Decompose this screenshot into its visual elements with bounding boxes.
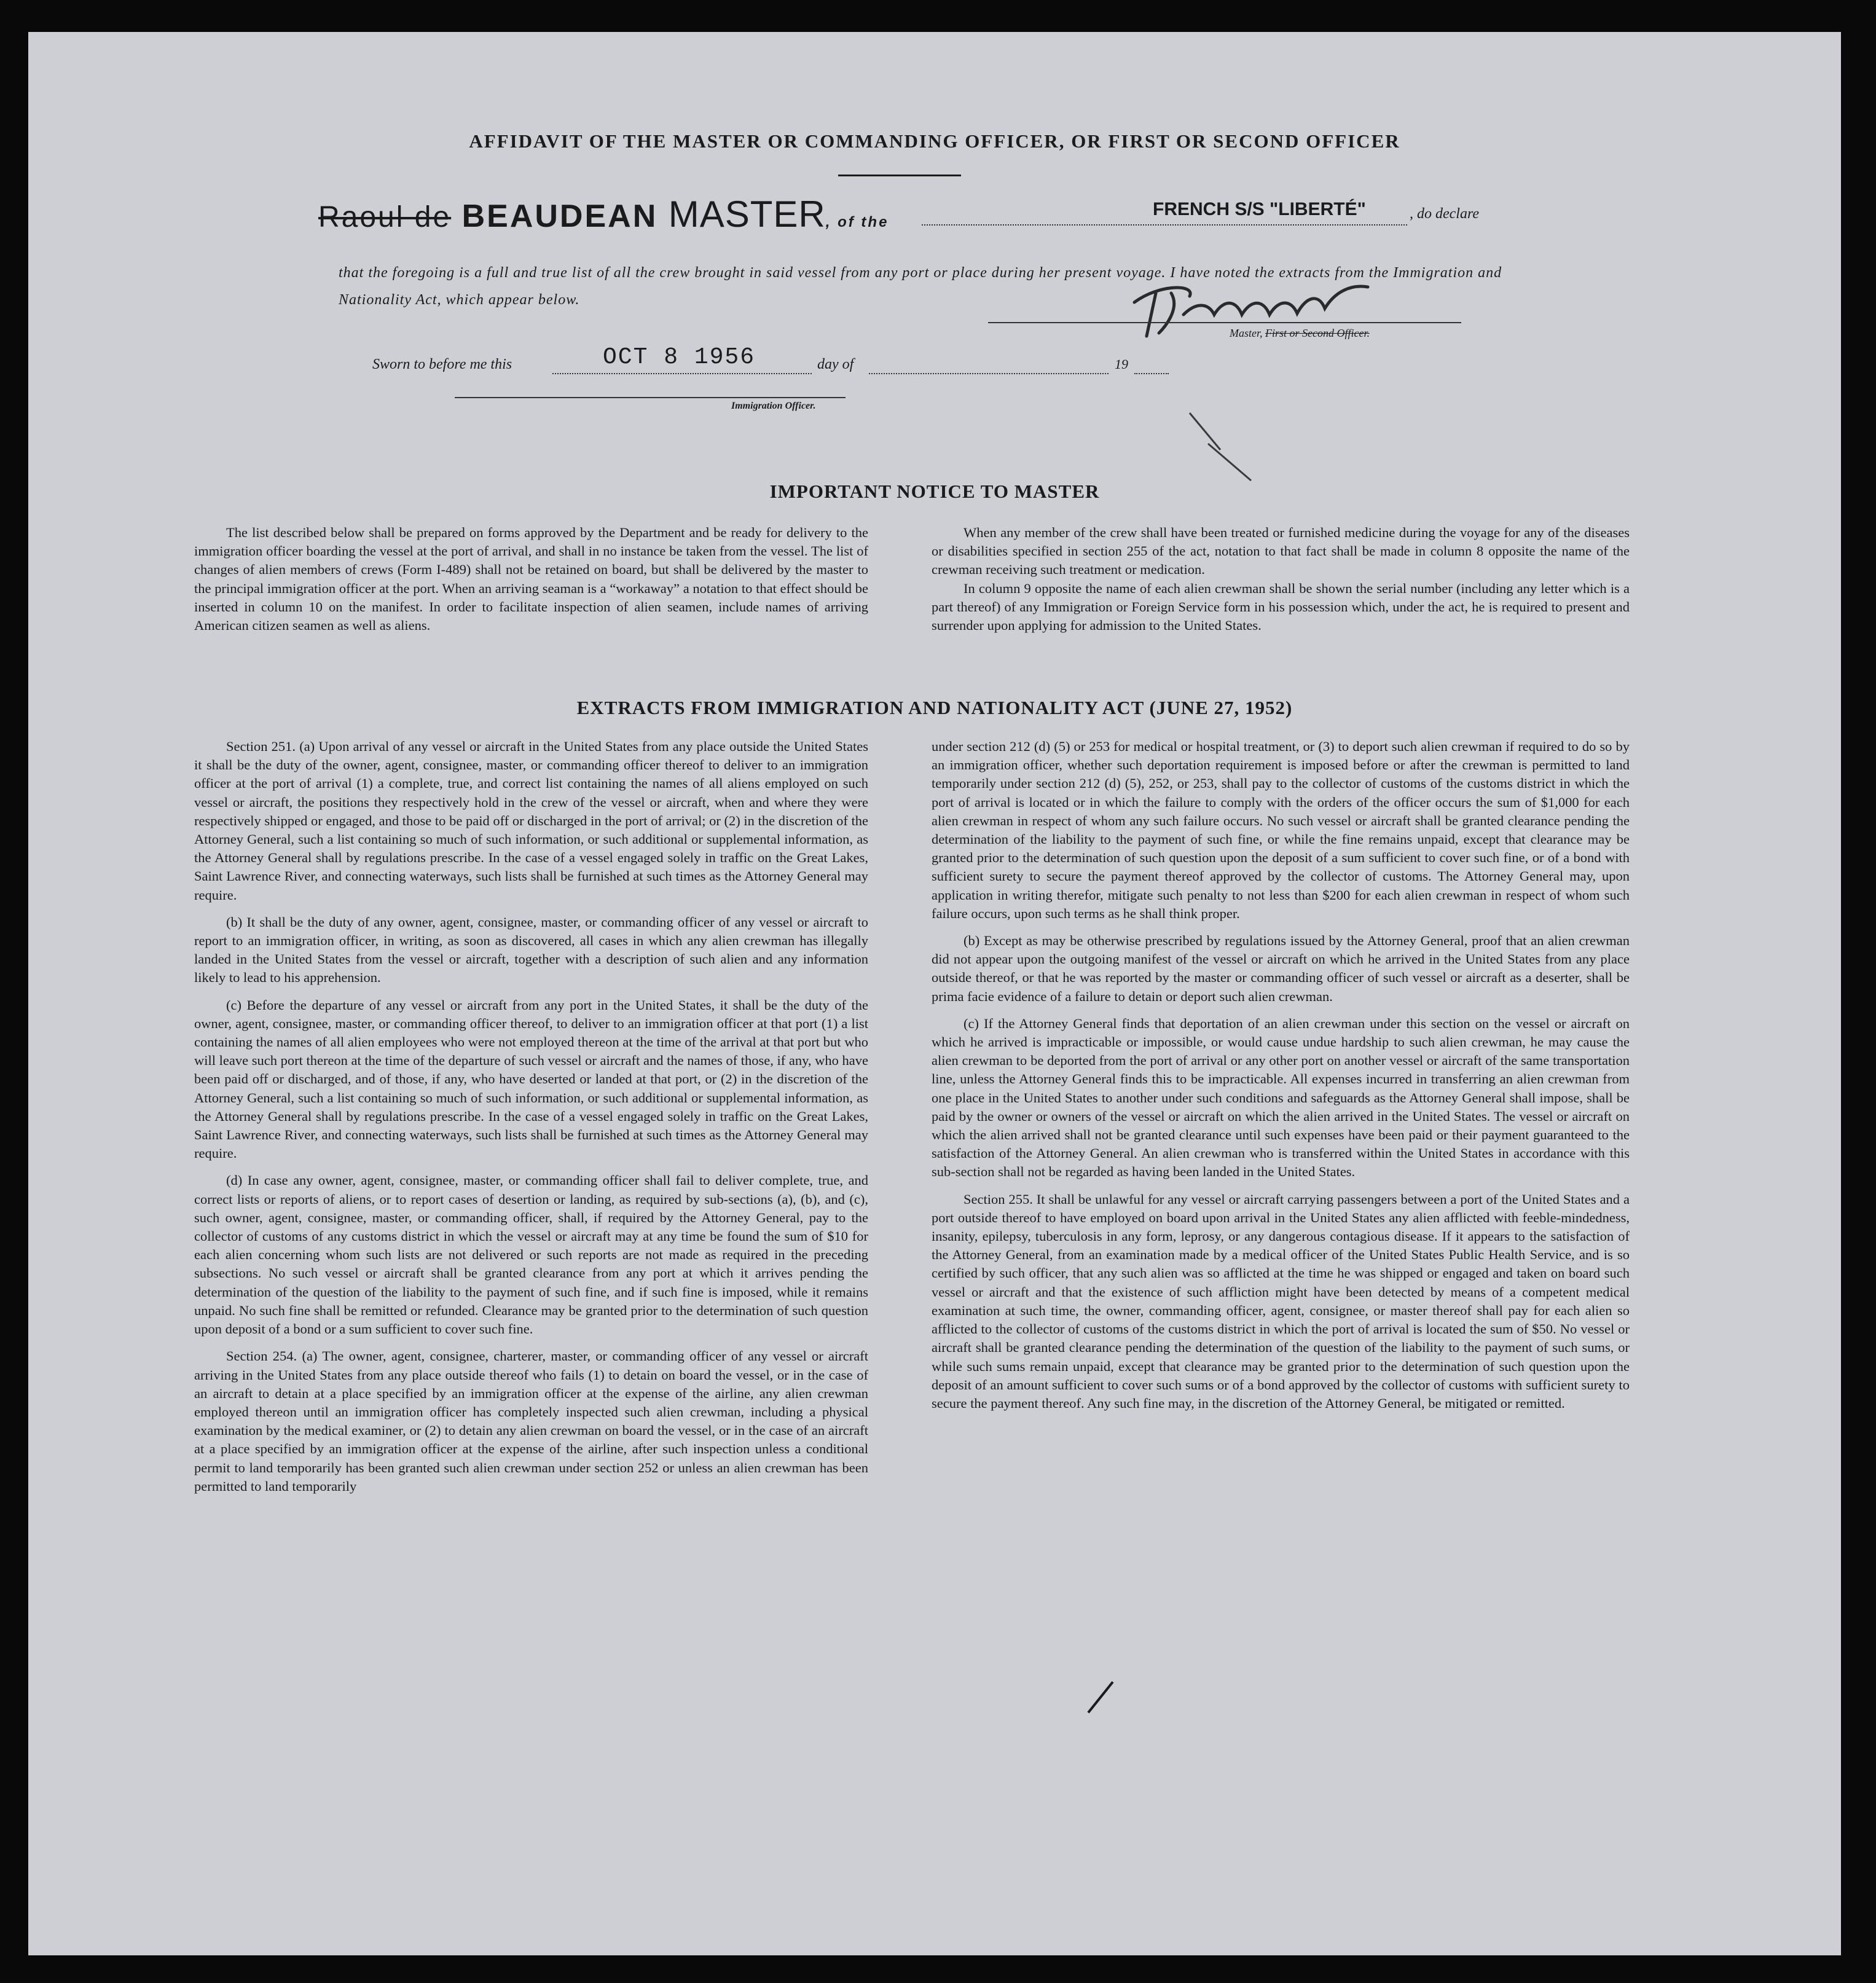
notice-left-column <box>194 524 868 635</box>
immigration-officer-line <box>455 397 846 398</box>
signature-caption-struck: First or Second Officer. <box>1265 327 1370 339</box>
do-declare-label: , do declare <box>1410 206 1480 222</box>
sworn-label: Sworn to before me this <box>372 356 512 372</box>
vessel-name: FRENCH S/S "LIBERTÉ" <box>1153 199 1366 219</box>
act-paragraph: Section 255. It shall be unlawful for any vessel or aircraft carrying passengers between a port of the United States and a port outside thereof to have employed on board upon arrival in the United States any alien afflicted with feeble-mindedness, insanity, epilepsy, tuberculosis in any form, leprosy, or any dangerous contagious disease. If it appears to the satisfaction of the Attorney General, from an examination made by a medical officer of the United States Public Health Service, and is so certified by such officer, that any such alien was so afflicted at the time he was shipped or engaged and taken on board such vessel or aircraft and that the existence of such affliction might have been detected by means of a competent medical examination at such time, the owner, commanding officer, agent, consignee, or master thereof shall pay for each alien so afflicted to the collector of customs of the customs district in which the port of arrival is located the sum of $50. No vessel or aircraft shall be granted clearance pending the determination of the question of the liability to the payment of such sums, or while such sums remain unpaid, except that clearance may be granted prior to the determination of such question upon the deposit of an amount sufficient to cover such sums or of a bond approved by the collector of customs with sufficient surety to secure the payment thereof. Any such fine may, in the discretion of the Attorney General, be mitigated or remitted. <box>932 1191 1630 1411</box>
signature-caption-master: Master, <box>1230 327 1263 339</box>
day-of-line <box>869 373 1109 374</box>
act-paragraph: (b) Except as may be otherwise prescribed by regulations issued by the Attorney General, proof that an alien crewman did not appear upon the outgoing manifest of the vessel or aircraft on which he arrived in the United States from any place outside thereof, or that he was reported by the master or commanding officer of such vessel or aircraft as a deserter, shall be prima facie evidence of a failure to detain or deport such alien crewman. <box>932 933 1630 1004</box>
act-paragraph: (c) Before the departure of any vessel or aircraft from any port in the United States, it shall be the duty of the owner, agent, consignee, master, or commanding officer thereof, to deliver to an immigration officer at that port (1) a list containing the names of all alien employees who were not employed thereon at the time of the arrival at that port but who will leave such port thereon at the time of the departure of such vessel or aircraft and the names of those, if any, who have been paid off or discharged, and of those, if any, who have deserted or landed at that port, or (2) in the discretion of the Attorney General, such a list containing so much of such information, or such additional or supplemental information, as the Attorney General shall by regulations prescribe. In the case of a vessel engaged solely in traffic on the Great Lakes, Saint Lawrence River, and connecting waterways, such lists shall be furnished at such times as the Attorney General may require. <box>194 997 868 1161</box>
act-paragraph: Section 254. (a) The owner, agent, consignee, charterer, master, or commanding officer of any vessel or aircraft arriving in the United States from any place outside thereof who fails (1) to detain on board the vessel, or in the case of an aircraft to detain at a place specified by an immigration officer at the expense of the airline, any alien crewman employed thereon until an immigration officer has completely inspected such alien crewman, including a physical examination by the medical examiner, or (2) to detain any alien crewman on board the vessel, or in the case of an aircraft at a place specified by an immigration officer at the expense of the airline, after such inspection unless a conditional permit to land temporarily has been granted such alien crewman under section 252 or unless an alien crewman has been permitted to land temporarily <box>194 1348 868 1494</box>
vessel-dotted-line <box>922 224 1407 226</box>
act-paragraph: (b) It shall be the duty of any owner, agent, consignee, master, or commanding officer of any vessel or aircraft to report to an immigration officer, in writing, as soon as discovered, all cases in which any alien crewman has illegally landed in the United States from the vessel or aircraft, together with a description of such alien and any information likely to lead to his apprehension. <box>194 914 868 986</box>
declaration-text: that the foregoing is a full and true list of all the crew brought in said vessel from any port or place during her present voyage. I have noted the extracts from the Immigration and Nationality Act, which appear below. <box>339 265 1502 308</box>
act-paragraph: (d) In case any owner, agent, consignee, master, or commanding officer shall fail to deliver complete, true, and correct lists or reports of aliens, or to report cases of desertion or landing, as required by sub-sections (a), (b), and (c), such owner, agent, consignee, master, or commanding officer, shall, if required by the Attorney General, pay to the collector of customs of any customs district in which the vessel or aircraft may at any time be found the sum of $10 for each alien concerning whom such lists are not delivered or such reports are not made as required in the preceding subsections. No such vessel or aircraft shall be granted clearance from any port at which it arrives pending the determination of the question of the liability to the payment of such fine, and if such fine is imposed, while it remains unpaid. No such fine shall be remitted or refunded. Clearance may be granted prior to the determination of such question upon deposit of a bond or a sum sufficient to cover such fine. <box>194 1172 868 1337</box>
master-first-name: Raoul de <box>318 201 452 234</box>
affidavit-title: AFFIDAVIT OF THE MASTER OR COMMANDING OFFICER, OR FIRST OR SECOND OFFICER <box>469 130 1400 152</box>
sworn-date-line <box>552 373 812 374</box>
sworn-date-stamp: OCT 8 1956 <box>603 344 756 371</box>
master-last-name: BEAUDEAN <box>461 198 658 234</box>
master-rank: MASTER <box>668 194 826 235</box>
notice-right-column <box>932 524 1630 635</box>
of-the-label: , of the <box>825 214 889 230</box>
notice-title: IMPORTANT NOTICE TO MASTER <box>769 481 1100 502</box>
master-name-stamp <box>318 193 889 235</box>
title-divider <box>838 175 961 176</box>
notice-paragraph: The list described below shall be prepared on forms approved by the Department and be ready for delivery to the immigration officer boarding the vessel at the port of arrival, and shall in no instance be taken from the vessel. The list of changes of alien members of crews (Form I-489) shall not be retained on board, but shall be delivered by the master to the principal immigration officer at the port. When an arriving seaman is a “workaway” a notation to that effect should be inserted in column 10 on the manifest. In order to facilitate inspection of alien seamen, include names of arriving American citizen seamen as well as aliens. <box>194 525 868 634</box>
act-paragraph: Section 251. (a) Upon arrival of any vessel or aircraft in the United States from any place outside the United States it shall be the duty of the owner, agent, consignee, master, or commanding officer thereof to deliver to an immigration officer at the port of arrival (1) a complete, true, and correct list containing the names of all aliens employed on such vessel or aircraft, the positions they respectively hold in the crew of the vessel or aircraft, when and where they were respectively shipped or engaged, and those to be paid off or discharged in the port of arrival; or (2) in the discretion of the Attorney General, such a list containing so much of such information, or such additional or supplemental information, as the Attorney General shall by regulations prescribe. In the case of a vessel engaged solely in traffic on the Great Lakes, Saint Lawrence River, and connecting waterways, such lists shall be furnished at such times as the Attorney General may require. <box>194 739 868 903</box>
extracts-title: EXTRACTS FROM IMMIGRATION AND NATIONALITY ACT (JUNE 27, 1952) <box>576 697 1293 718</box>
check-mark <box>1085 1679 1122 1716</box>
document-page <box>28 32 1841 1955</box>
act-paragraph: (c) If the Attorney General finds that deportation of an alien crewman under this section on the vessel or aircraft on which he arrived is impracticable or impossible, or would cause undue hardship to such alien crewman, he may cause the alien crewman to be deported from the port of arrival or any other port on another vessel or aircraft of the same transportation line, unless the Attorney General finds this to be impracticable. All expenses incurred in transferring an alien crewman from one place in the United States to another under such conditions and safeguards as the Attorney General shall impose, shall be paid by the owner or owners of the vessel or aircraft on which the alien arrived in the United States. The vessel or aircraft on which the alien arrived shall not be granted clearance until such expenses have been paid or their payment guaranteed to the satisfaction of the Attorney General. An alien crewman who is transferred within the United States in accordance with this sub-section shall not be regarded as having been landed in the United States. <box>932 1015 1630 1180</box>
act-right-column <box>932 737 1630 1421</box>
year-prefix: 19 <box>1115 356 1128 372</box>
year-line <box>1134 373 1169 374</box>
notice-paragraph: When any member of the crew shall have been treated or furnished medicine during the voyage for any of the diseases or disabilities specified in section 255 of the act, notation to that fact shall be made in column 8 opposite the name of the crewman receiving such treatment or medication. <box>932 525 1630 578</box>
immigration-officer-caption: Immigration Officer. <box>731 401 816 411</box>
act-left-column <box>194 737 868 1504</box>
notice-paragraph: In column 9 opposite the name of each alien crewman shall be shown the serial number (including any letter which is a part thereof) of any Immigration or Foreign Service form in his possession which, under the act, he is required to present and surrender upon applying for admission to the United States. <box>932 580 1630 634</box>
day-of-label: day of <box>817 356 854 372</box>
signature-caption <box>1230 327 1370 340</box>
act-paragraph-continuation: under section 212 (d) (5) or 253 for medical or hospital treatment, or (3) to deport such alien crewman if required to do so by an immigration officer, whether such deportation requirement is imposed before or after the crewman is permitted to land temporarily under section 212 (d) (5), 252, or 253, shall pay to the collector of customs of the customs district in which the port of arrival is located or in which the failure to comply with the orders of the officer occurs the sum of $1,000 for each alien crewman in respect of whom any such failure occurs. No such vessel or aircraft shall be granted clearance pending the determination of the liability to the payment of such fine, or while the fine remains unpaid, except that clearance may be granted prior to the determination of such question upon the deposit of a sum sufficient to cover such fine, or of a bond with sufficient surety to secure the payment thereof approved by the collector of customs. The Attorney General may, upon application in writing therefor, mitigate such penalty to not less than $200 for each alien crewman in respect of whom such failure occurs, upon such terms as he shall think proper. <box>932 739 1630 921</box>
pen-mark <box>1183 407 1257 487</box>
signature-line <box>988 322 1461 323</box>
